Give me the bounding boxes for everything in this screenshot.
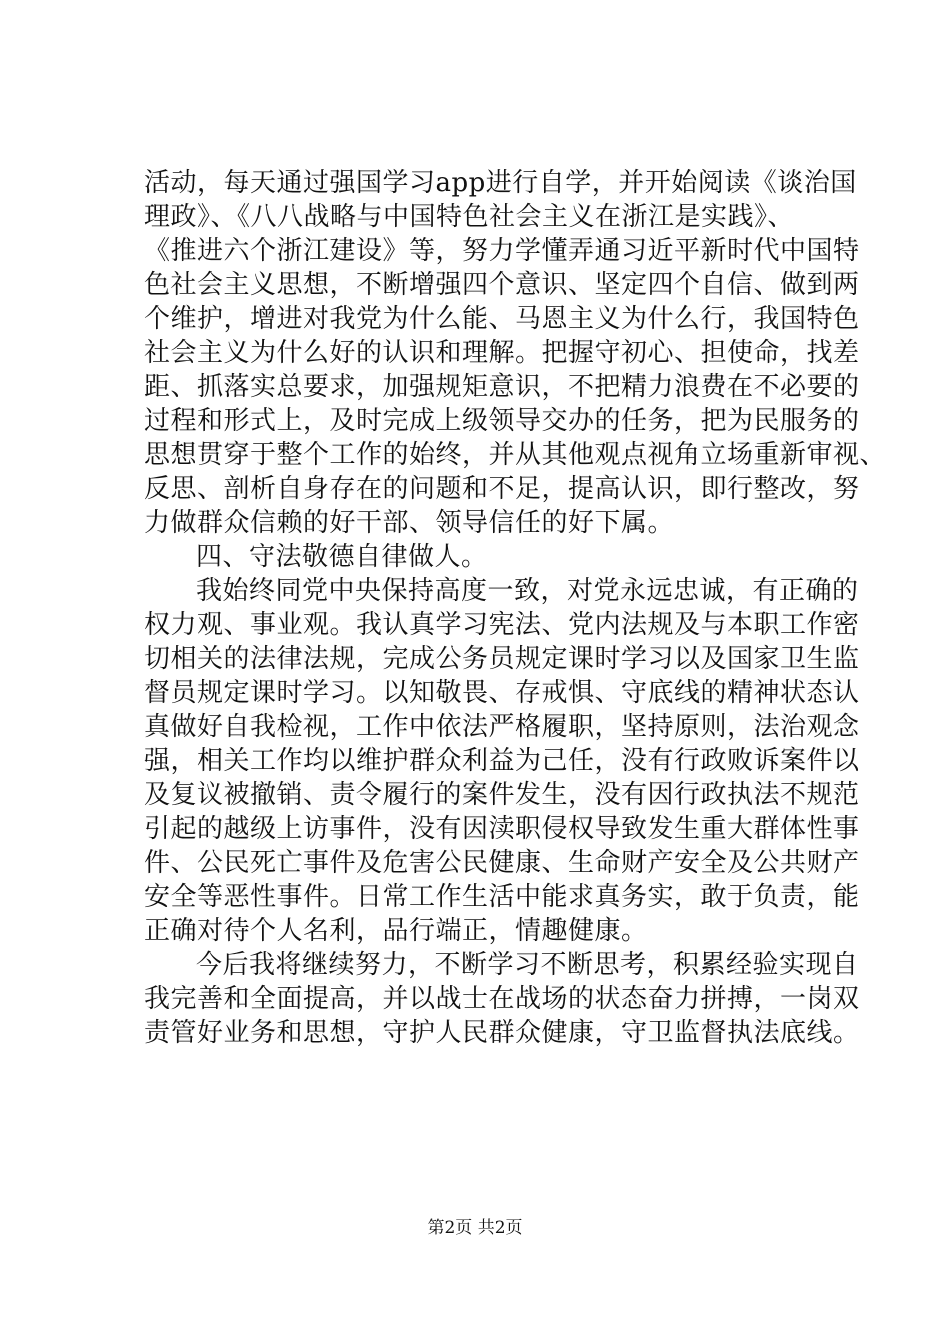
body-line: 距、抓落实总要求，加强规矩意识，不把精力浪费在不必要的 [144, 372, 860, 402]
body-line: 活动，每天通过强国学习app进行自学，并开始阅读《谈治国 [144, 168, 857, 198]
body-line: 理政》、《八八战略与中国特色社会主义在浙江是实践》、 [144, 202, 795, 232]
body-line: 个维护，增进对我党为什么能、马恩主义为什么行，我国特色 [144, 304, 860, 334]
body-line: 过程和形式上，及时完成上级领导交办的任务，把为民服务的 [144, 406, 860, 436]
body-line: 色社会主义思想，不断增强四个意识、坚定四个自信、做到两 [144, 270, 860, 300]
body-line: 真做好自我检视，工作中依法严格履职，坚持原则，法治观念 [144, 712, 860, 742]
section-heading: 四、守法敬德自律做人。 [196, 542, 488, 572]
body-line: 思想贯穿于整个工作的始终，并从其他观点视角立场重新审视、 [144, 440, 887, 470]
body-line: 强，相关工作均以维护群众利益为己任，没有行政败诉案件以 [144, 746, 860, 776]
body-line: 力做群众信赖的好干部、领导信任的好下属。 [144, 508, 675, 538]
body-line: 我完善和全面提高，并以战士在战场的状态奋力拼搏，一岗双 [144, 984, 860, 1014]
body-line: 及复议被撤销、责令履行的案件发生，没有因行政执法不规范 [144, 780, 860, 810]
body-line: 《推进六个浙江建设》等，努力学懂弄通习近平新时代中国特 [144, 236, 860, 266]
body-line: 反思、剖析自身存在的问题和不足，提高认识，即行整改，努 [144, 474, 860, 504]
body-line: 督员规定课时学习。以知敬畏、存戒惧、守底线的精神状态认 [144, 678, 860, 708]
body-line: 责管好业务和思想，守护人民群众健康，守卫监督执法底线。 [144, 1018, 860, 1048]
body-line: 引起的越级上访事件，没有因渎职侵权导致发生重大群体性事 [144, 814, 860, 844]
body-line: 切相关的法律法规，完成公务员规定课时学习以及国家卫生监 [144, 644, 860, 674]
body-line: 正确对待个人名利，品行端正，情趣健康。 [144, 916, 648, 946]
body-line: 社会主义为什么好的认识和理解。把握守初心、担使命，找差 [144, 338, 860, 368]
body-line: 权力观、事业观。我认真学习宪法、党内法规及与本职工作密 [144, 610, 860, 640]
body-line: 件、公民死亡事件及危害公民健康、生命财产安全及公共财产 [144, 848, 860, 878]
body-line: 今后我将继续努力，不断学习不断思考，积累经验实现自 [196, 950, 859, 980]
body-line: 安全等恶性事件。日常工作生活中能求真务实，敢于负责，能 [144, 882, 860, 912]
body-line: 我始终同党中央保持高度一致，对党永远忠诚，有正确的 [196, 576, 859, 606]
page-footer: 第2页 共2页 [427, 1218, 523, 1238]
